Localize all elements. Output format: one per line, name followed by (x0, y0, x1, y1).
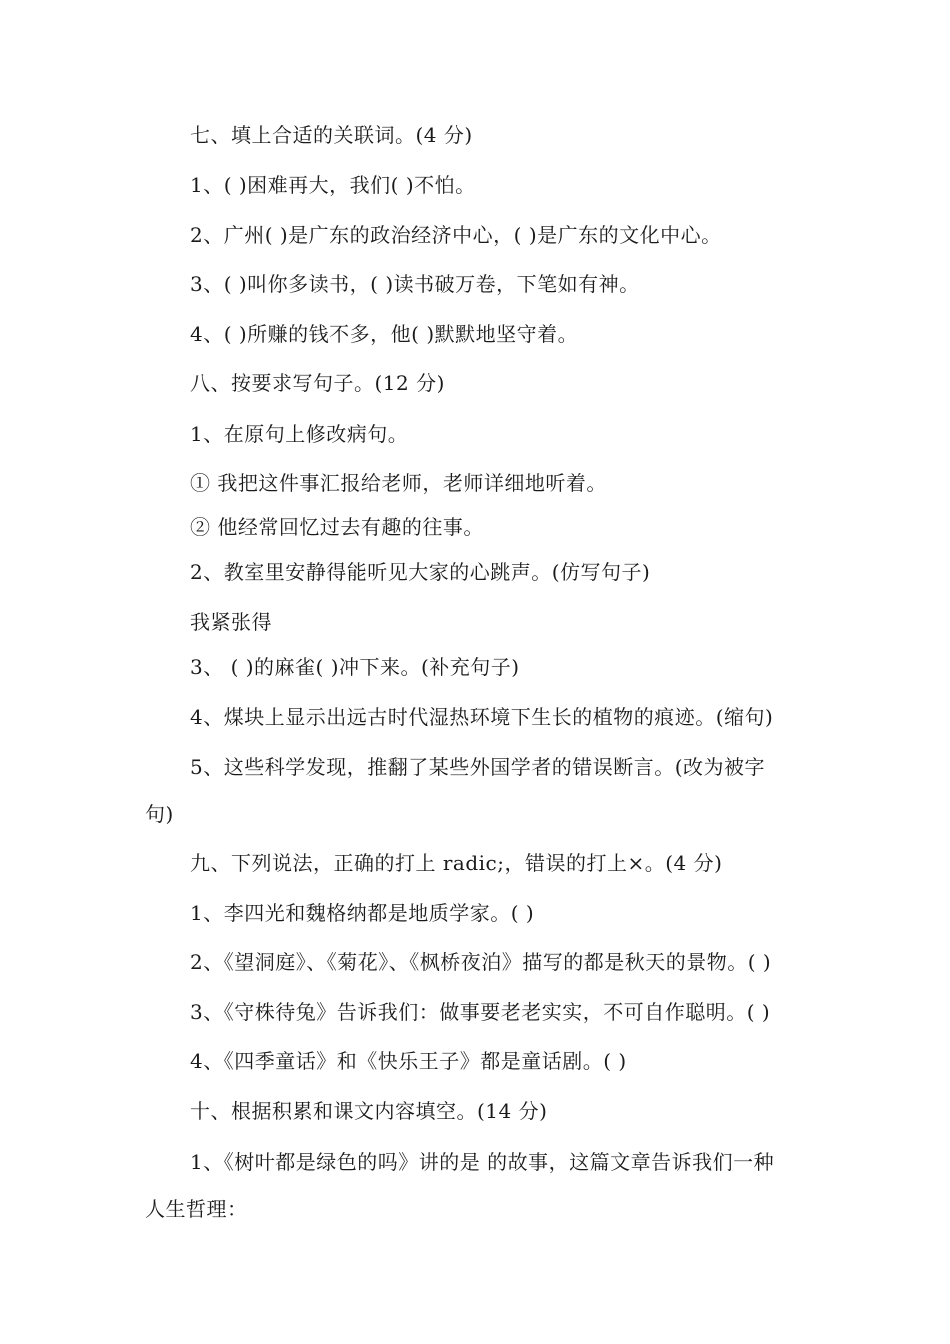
question-8-1: 1、在原句上修改病句。 (190, 422, 409, 446)
question-10-1: 1、《树叶都是绿色的吗》讲的是 的故事，这篇文章告诉我们一种 (190, 1150, 775, 1174)
question-9-1: 1、李四光和魏格纳都是地质学家。( ) (190, 901, 535, 925)
question-8-2: 2、教室里安静得能听见大家的心跳声。(仿写句子) (190, 560, 651, 584)
question-8-5-continued: 句) (145, 802, 174, 826)
question-9-2: 2、《望洞庭》、《菊花》、《枫桥夜泊》描写的都是秋天的景物。( ) (190, 950, 772, 974)
section-9-heading: 九、下列说法，正确的打上 radic;，错误的打上×。(4 分) (190, 851, 723, 875)
question-8-4: 4、煤块上显示出远古时代湿热环境下生长的植物的痕迹。(缩句) (190, 705, 774, 729)
question-7-3: 3、( )叫你多读书，( )读书破万卷，下笔如有神。 (190, 272, 640, 296)
question-8-1-b: ② 他经常回忆过去有趣的往事。 (190, 515, 484, 539)
question-7-1: 1、( )困难再大，我们( )不怕。 (190, 173, 476, 197)
question-8-2-prompt: 我紧张得 (190, 610, 272, 634)
section-8-heading: 八、按要求写句子。(12 分) (190, 371, 445, 395)
section-7-heading: 七、填上合适的关联词。(4 分) (190, 123, 473, 147)
section-10-heading: 十、根据积累和课文内容填空。(14 分) (190, 1099, 548, 1123)
question-8-5: 5、这些科学发现，推翻了某些外国学者的错误断言。(改为被字 (190, 755, 766, 779)
question-9-4: 4、《四季童话》和《快乐王子》都是童话剧。( ) (190, 1049, 627, 1073)
question-9-3: 3、《守株待兔》告诉我们：做事要老老实实，不可自作聪明。( ) (190, 1000, 771, 1024)
question-10-1-continued: 人生哲理： (145, 1197, 248, 1221)
question-8-3: 3、 ( )的麻雀( )冲下来。(补充句子) (190, 655, 520, 679)
question-8-1-a: ① 我把这件事汇报给老师，老师详细地听着。 (190, 471, 607, 495)
question-7-4: 4、( )所赚的钱不多，他( )默默地坚守着。 (190, 322, 579, 346)
question-7-2: 2、广州( )是广东的政治经济中心，( )是广东的文化中心。 (190, 223, 722, 247)
